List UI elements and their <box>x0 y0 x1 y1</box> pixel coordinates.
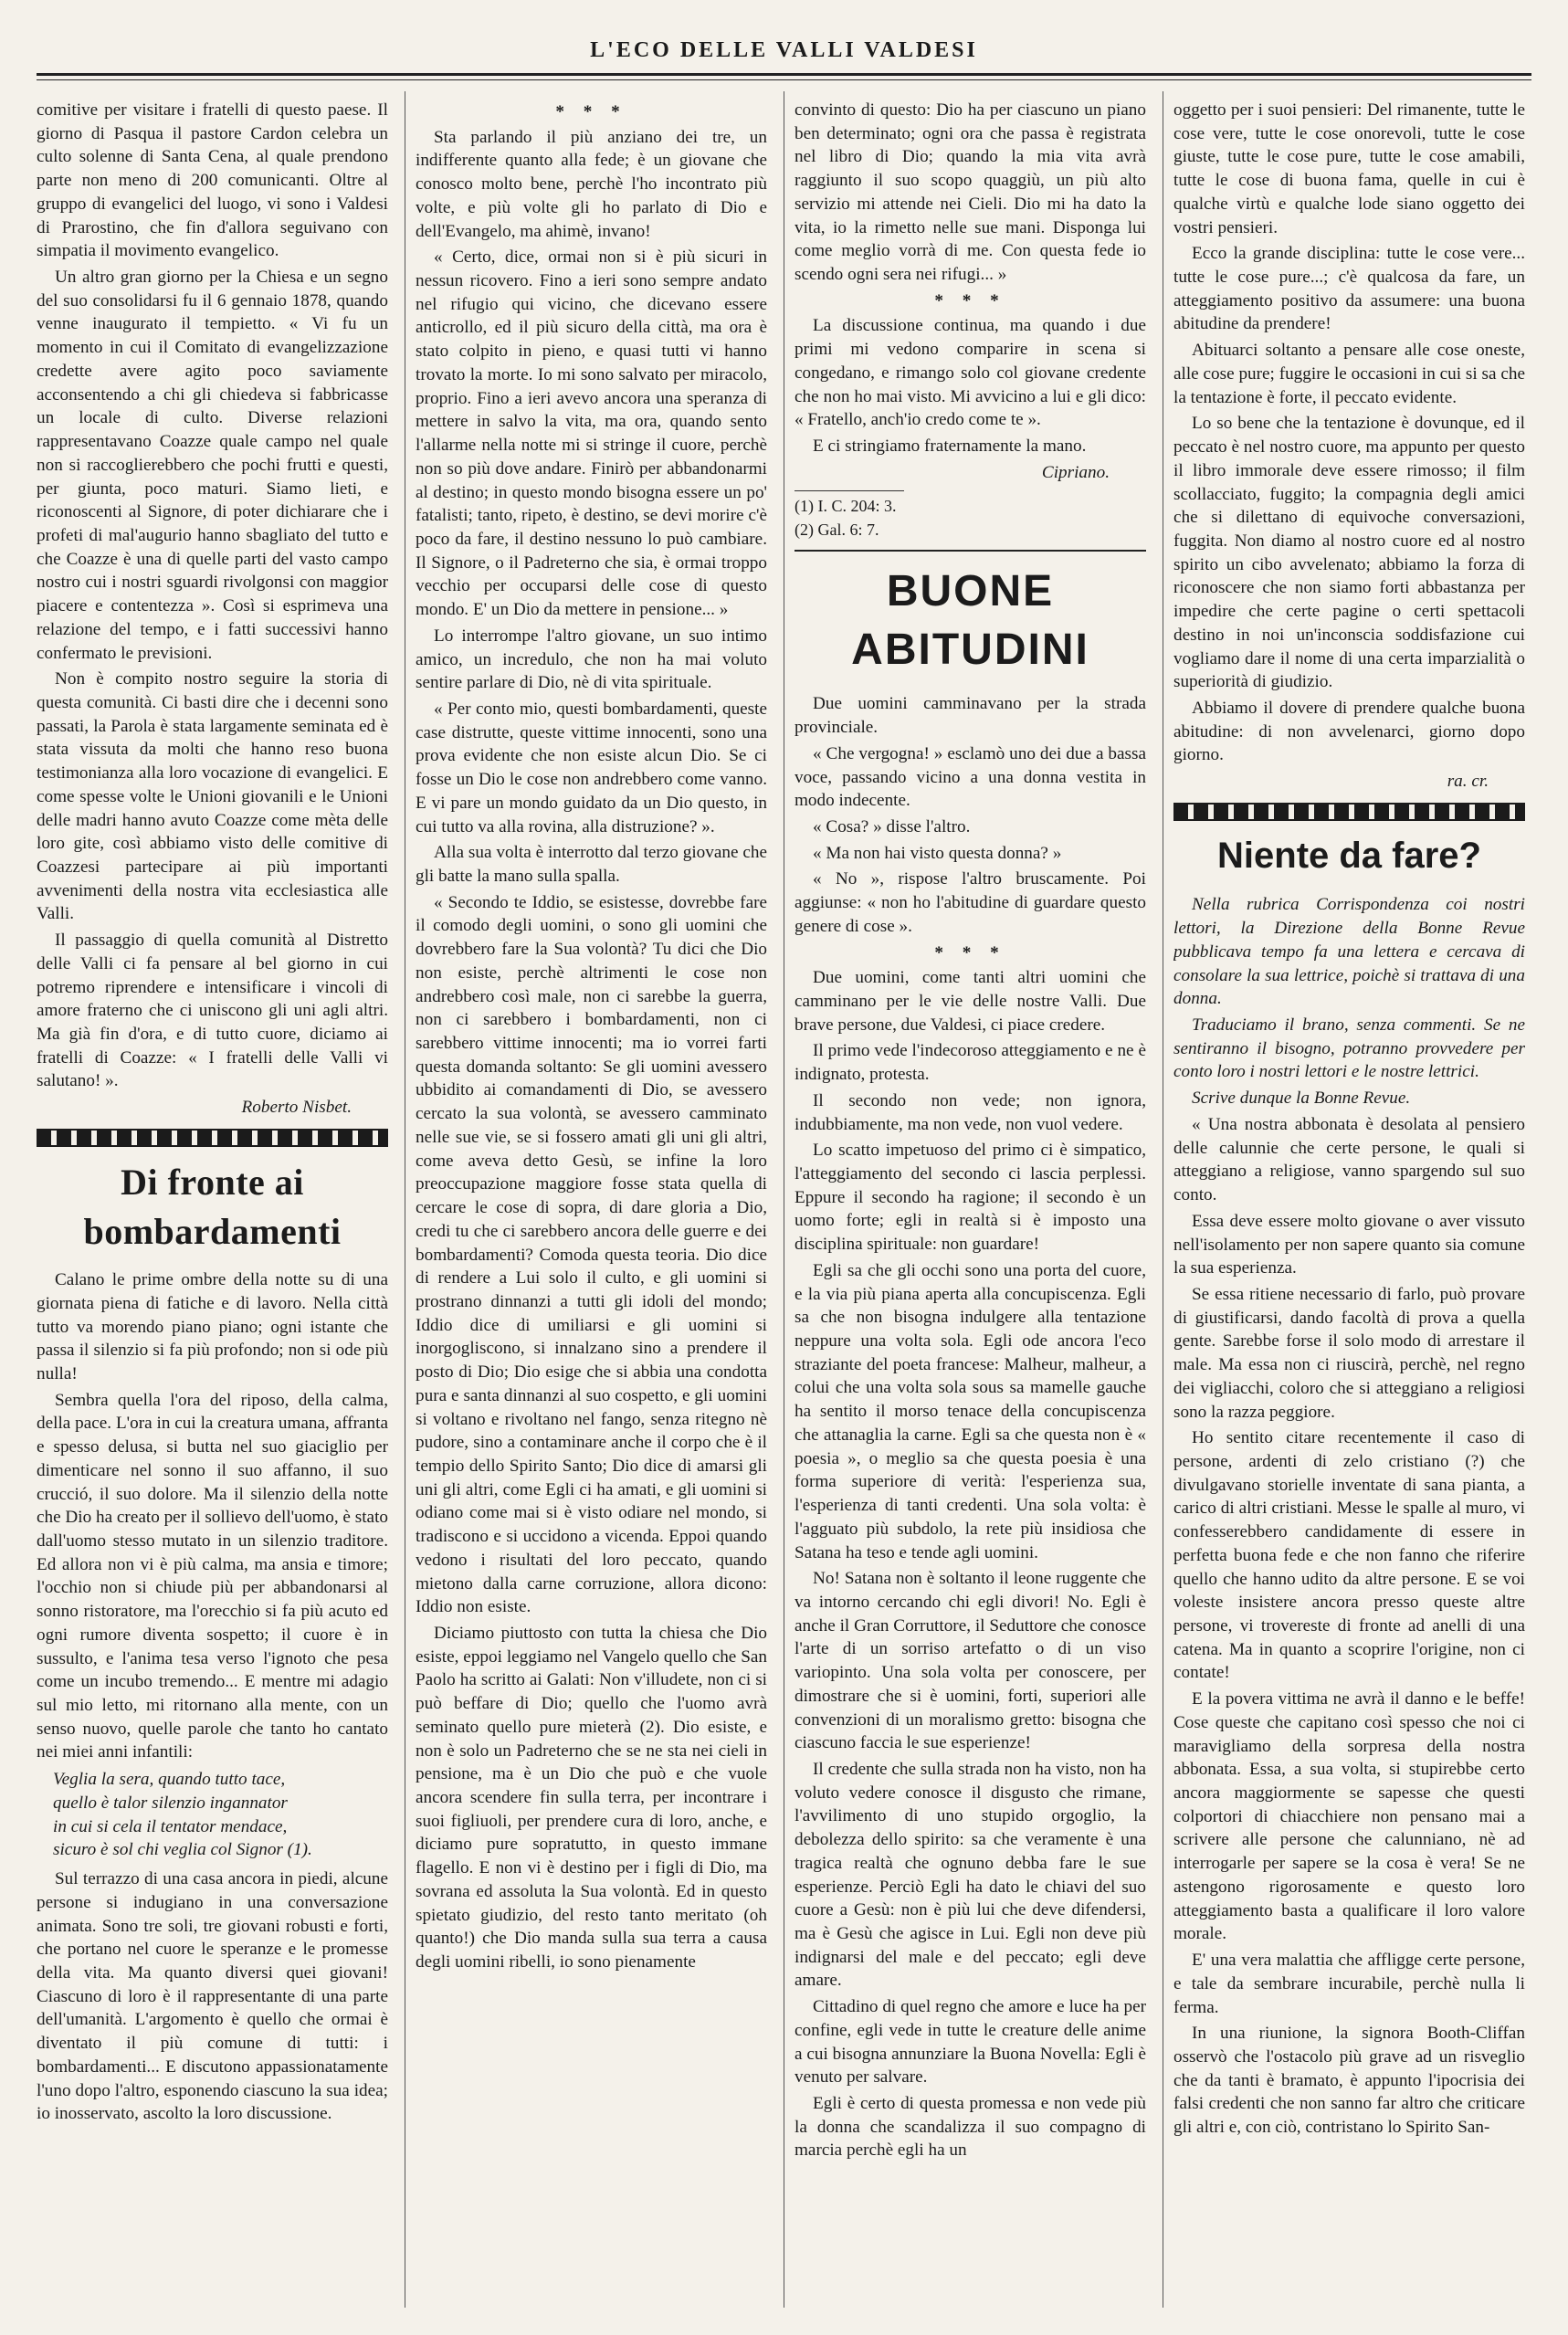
paragraph: comitive per visitare i fratelli di questo paese. Il giorno di Pasqua il pastore Cardon celebra un culto solenne di Santa Cena, al quale prendono parte non meno di 200 comunicanti. Oltre al gruppo di evangelici del luogo, vi sono i Valdesi di Prarostino, che fin d'allora seguivano con simpatia il movimento evangelico. <box>37 100 388 261</box>
masthead-title: L'ECO DELLE VALLI VALDESI <box>590 38 978 62</box>
paragraph: Il credente che sulla strada non ha visto, non ha voluto vedere conosce il disgusto che rimane, l'avvilimento di uno stupido orgoglio, la debolezza dello spirito: sa che veramente è una tragica realtà che ognuno debba fare le sue esperienze. Perciò Egli ha dato le chiavi del suo cuore a Gesù: non è più lui che deve difendersi, ma è Gesù che agisce in Lui. Egli non deve più indignarsi del male e del peccato; egli deve amare. <box>795 1759 1146 1991</box>
paragraph: Diciamo piuttosto con tutta la chiesa che Dio esiste, eppoi leggiamo nel Vangelo quello che San Paolo ha scritto ai Galati: Non v'illudete, non ci si può beffare di Dio; quello che l'uomo avrà seminato quello pure mieterà (2). Dio esiste, e non è solo un Padreterno che se ne sta nei cieli in pensione, ma è un Dio che può e che vuole ancora scendere fin sulla terra, per incontrare i suoi figliuoli, per prendere cura di loro, anche, e diciamo pure sopratutto, in questo immane flagello. E non vi è destino per i figli di Dio, ma sovrana ed assoluta la Sua volontà. Ed in questo spietato giudizio, del resto tanto meritato (oh quanto!) che Dio manda sulla sua terra a causa degli uomini ribelli, io sono pienamente <box>416 1624 767 1972</box>
paragraph: « Certo, dice, ormai non si è più sicuri in nessun ricovero. Fino a ieri sono sempre andato nel rifugio qui vicino, che dicevano essere anticrollo, ed il più sicuro della città, ma ora è stato colpito in pieno, e quasi tutti vi hanno trovato la morte. Io mi sono salvato per miracolo, proprio. Fino a ieri avevo ancora una speranza di mettere in salvo la vita, ma ora, quando sento l'allarme nella notte mi si stringe il cuore, perchè non so più dove andare. Finirò per abbandonarmi al destino; in questo mondo bisogna essere un po' fatalisti; tanto, ripeto, è destino, se devi morire c'è poco da fare, il destino nessuno lo può cambiare. Il Signore, o il Padreterno che sia, è ormai troppo vecchio per occuparsi delle cose di questo mondo. E' un Dio da mettere in pensione... » <box>416 247 767 620</box>
section-stars: * * * <box>555 102 627 121</box>
masthead <box>37 27 1531 76</box>
hymn-quote <box>53 1768 388 1862</box>
poem-line: in cui si cela il tentator mendace, <box>53 1816 288 1836</box>
footnote: (2) Gal. 6: 7. <box>795 520 879 539</box>
article-headline: Di fronte ai bombardamenti <box>83 1161 342 1252</box>
paragraph: « No », rispose l'altro bruscamente. Poi aggiunse: « non ho l'abitudine di guardare questo genere di cose ». <box>795 869 1146 936</box>
article-headline: BUONE ABITUDINI <box>851 566 1089 675</box>
paragraph: Sta parlando il più anziano dei tre, un indifferente quanto alla fede; è un giovane che conosco molto bene, perchè l'ho incontrato più volte, e più volte gli ho parlato di Dio e dell'Evangelo, ma ahimè, invano! <box>416 127 767 241</box>
paragraph: E la povera vittima ne avrà il danno e le beffe! Cose queste che capitano così spesso che noi ci maravigliamo della sorpresa della nostra abbonata. Essa, a sua volta, si stupirebbe certo ancora maggiormente se sapesse che questi colportori di chiacchiere non pensano mai a scrivere alle persone che calunniano, nè ad interrogarle per sapere se la cosa è vera! Se ne astengono rigorosamente e questo loro atteggiamento basta a qualificare il loro valore morale. <box>1173 1689 1525 1944</box>
paragraph: Se essa ritiene necessario di farlo, può provare di giustificarsi, dando facoltà di prova a quella gente. Sarebbe forse il solo modo di arrestare il male. Ma essa non ci riuscirà, perchè, nel regno dei vigliacchi, coloro che si atteggiano a religiosi sono la razza peggiore. <box>1173 1284 1525 1422</box>
paragraph: Il passaggio di quella comunità al Distretto delle Valli ci fa pensare al bel giorno in cui potremo riprendere e intensificare i vincoli di amore fraterno che ci uniscono gli uni agli altri. Ma già fin d'ora, e di tutto cuore, diciamo ai fratelli di Coazze: « I fratelli delle Valli vi salutano! ». <box>37 931 388 1091</box>
column-2 <box>416 99 767 2308</box>
paragraph: Alla sua volta è interrotto dal terzo giovane che gli batte la mano sulla spalla. <box>416 843 767 886</box>
column-3 <box>795 99 1146 2308</box>
paragraph: Abbiamo il dovere di prendere qualche buona abitudine: di non avvelenarci, giorno dopo giorno. <box>1173 698 1525 765</box>
ornamental-divider <box>1173 803 1525 821</box>
section-rule <box>795 550 1146 552</box>
masthead-rule <box>37 79 1531 80</box>
paragraph: Egli è certo di questa promessa e non vede più la donna che scandalizza il suo compagno di marcia perchè egli ha un <box>795 2094 1146 2161</box>
section-stars: * * * <box>934 942 1006 962</box>
paragraph: « Per conto mio, questi bombardamenti, queste case distrutte, queste vittime innocenti, sono una prova evidente che non esiste alcun Dio. Se ci fosse un Dio le cose non andrebbero come vanno. E vi pare un mondo guidato da un Dio questo, in cui tutto va alla rovina, alla distruzione? ». <box>416 699 767 836</box>
paragraph: E' una vera malattia che affligge certe persone, e tale da sembrare incurabile, perchè nulla li ferma. <box>1173 1951 1525 2017</box>
paragraph: Due uomini camminavano per la strada provinciale. <box>795 694 1146 738</box>
paragraph: In una riunione, la signora Booth-Cliffan osservò che l'ostacolo più grave ad un risveglio che da tanti è bramato, è appunto l'ipocrisia dei falsi credenti che non sanno far altro che criticare gli altri e, con ciò, contristano lo Spirito San- <box>1173 2024 1525 2138</box>
paragraph: No! Satana non è soltanto il leone ruggente che va intorno cercando chi egli divori! No. Egli è anche il Gran Corruttore, il Seduttore che conosce l'arte di un sorriso artefatto o di un viso variopinto. Una sola volta per conoscere, per dimostrare che si è uomini, forti, superiori alle convenzioni di un moralismo gretto: bisogna che ciascuno faccia le sue esperienze! <box>795 1569 1146 1753</box>
paragraph: « Secondo te Iddio, se esistesse, dovrebbe fare il comodo degli uomini, o sono gli uomini che dovrebbero fare la Sua volontà? Tu dici che Dio non esiste, perchè altrimenti le cose non andrebbero così male, non ci sarebbe la guerra, non ci sarebbero i bombardamenti, non ci sarebbero vittime innocenti; ma io vorrei farti questa domanda soltanto: Se gli uomini avessero ubbidito ai comandamenti di Dio, se avessero cercato la sua volontà, se avessero camminato nelle sue vie, se si fossero amati gli uni gli altri, come aveva detto Gesù, se infine la loro preoccupazione maggiore fosse stata quella di cercare le cose di sopra, di dare gloria a Dio, credi tu che ci sarebbero ancora delle guerre e dei bombardamenti? Comoda questa teoria. Dio dice di rendere a Lui solo il culto, e gli uomini si prostrano dinnanzi a tutti gli idoli del mondo; Iddio dice di umiliarsi e gli uomini si inorgogliscono, si innalzano sino a prendere il posto di Dio; Dio esige che si abbia una condotta pura e santa dinnanzi al suo cospetto, e gli uomini si voltano e rivoltano nel fango, senza ritegno nè pudore, sino a contaminare anche il corpo che è il tempio dello Spirito Santo; Dio dice di amarsi gli uni gli altri, come Egli ci ha amati, e gli uomini si odiano come mai si è visto odiare nel mondo, si tradiscono e si uccidono a vicenda. Eppoi quando vedono i risultati del loro peccato, quando mietono dalla carne corruzione, allora dicono: Iddio non esiste. <box>416 892 767 1617</box>
paragraph: convinto di questo: Dio ha per ciascuno un piano ben determinato; ogni ora che passa è registrata nel libro di Dio; quando la mia vita avrà raggiunto il suo scopo quaggiù, un più alto servizio mi attende nei Cieli. Dio mi ha dato la vita, io la rimetto nelle sue mani. Disponga lui come meglio vorrà di me. Con questa fede io scendo ogni sera nei rifugi... » <box>795 100 1146 285</box>
paragraph: Sul terrazzo di una casa ancora in piedi, alcune persone si indugiano in una conversazione animata. Sono tre soli, tre giovani robusti e forti, che portano nel cuore le speranze e le promesse della vita. Ma quanto diversi quei giovani! Ciascuno di loro è il rappresentante di una parte dell'umanità. L'argomento è quello che ormai è diventato il più comune di tutti: i bombardamenti... E discutono appassionatamente l'uno dopo l'altro, esponendo ciascuno la sua idea; io inosservato, ascolto la loro discussione. <box>37 1869 388 2124</box>
intro-paragraph: Nella rubrica Corrispondenza coi nostri lettori, la Direzione della Bonne Revue pubblicava tempo fa una lettera e cercava di consolare la sua lettrice, poichè si trattava di una donna. <box>1173 895 1525 1009</box>
article-signature: Cipriano. <box>1041 462 1110 482</box>
paragraph: Cittadino di quel regno che amore e luce ha per confine, egli vede in tutte le creature delle anime a cui bisogna annunziare la Buona Novella: Egli è venuto per salvare. <box>795 1997 1146 2088</box>
paragraph: Calano le prime ombre della notte su di una giornata piena di fatiche e di lavoro. Nella città tutto va morendo piano piano; ogni istante che passa il silenzio si fa più profondo; non si ode più nulla! <box>37 1270 388 1383</box>
paragraph: Sembra quella l'ora del riposo, della calma, della pace. L'ora in cui la creatura umana, affranta e spesso delusa, si butta nel suo giaciglio per dimenticare nel sonno il suo affanno, il suo crucció, il suo dolore. Ma il silenzio della notte che Dio ha creato per il sollievo dell'uomo, è stato dall'uomo stesso mutato in un silenzio traditore. Ed allora non vi è più calma, ma ansia e timore; l'occhio non si chiude più per abbandonarsi al sonno ristoratore, ma l'orecchio si fa più acuto ed ogni rumore diventa sospetto; il cuore è in sussulto, e l'anima tesa verso l'ignoto che pesa come un incubo tremendo... E mentre mi adagio sul mio letto, mi ritornano alla mente, con un senso nuovo, quelle parole che tanto ho cantato nei miei anni infantili: <box>37 1390 388 1762</box>
paragraph: « Che vergogna! » esclamò uno dei due a bassa voce, passando vicino a una donna vestita in modo indecente. <box>795 743 1146 811</box>
paragraph: « Una nostra abbonata è desolata al pensiero delle calunnie che certe persone, le quali si atteggiano a religiose, vanno spargendo sul suo conto. <box>1173 1114 1525 1205</box>
paragraph: E ci stringiamo fraternamente la mano. <box>813 436 1087 457</box>
footnote: (1) I. C. 204: 3. <box>795 496 897 515</box>
paragraph: Non è compito nostro seguire la storia di questa comunità. Ci basti dire che i decenni sono passati, la Parola è stata largamente seminata ed è stata vissuta da molti che hanno reso buona testimonianza alla loro vocazione di evangelici. E come spesse volte le Unioni giovanili e le Unioni delle madri hanno avuto Coazze come mèta delle loro gite, così abbiamo visto delle comitive di Coazzesi partecipare ai più importanti avvenimenti della nostra vita ecclesiastica alle Valli. <box>37 669 388 924</box>
article-signature: Roberto Nisbet. <box>241 1098 352 1118</box>
intro-paragraph: Traduciamo il brano, senza commenti. Se ne sentiranno il bisogno, potranno provvedere per conto loro i nostri lettori e le nostre lettrici. <box>1173 1015 1525 1082</box>
paragraph: Lo scatto impetuoso del primo ci è simpatico, l'atteggiamento del secondo ci lascia perplessi. Eppure il secondo ha ragione; il secondo è un uomo forte; egli in realtà si è imposto una disciplina spirituale: non guardare! <box>795 1141 1146 1255</box>
column-1 <box>37 99 388 2308</box>
poem-line: quello è talor silenzio ingannator <box>53 1793 288 1813</box>
paragraph: Un altro gran giorno per la Chiesa e un segno del suo consolidarsi fu il 6 gennaio 1878, quando venne inaugurato il tempietto. « Vi fu un momento in cui il Comitato di evangelizzazione credette avere agito poco saviamente acconsentendo a chi gli chiedeva si fabbricasse un locale di culto. Diverse relazioni rappresentavano Coazze quale campo nel quale non si raccoglierebbero che pochi frutti e questi, per giunta, poco maturi. Siamo lieti, e riconoscenti al Signore, di poter dichiarare che i profeti di mal'augurio hanno sbagliato del tutto e che Coazze è una di quelle parti del vasto campo nostro cui i nostri sguardi rivolgonsi con maggior piacere e contentezza ». Così si esprimeva una relazione del tempo, e i fatti successivi hanno confermato le previsioni. <box>37 268 388 663</box>
section-stars: * * * <box>934 290 1006 310</box>
poem-line: sicuro è sol chi veglia col Signor (1). <box>53 1840 312 1860</box>
article-headline: Niente da fare? <box>1217 835 1481 876</box>
paragraph: Lo so bene che la tentazione è dovunque, ed il peccato è nel nostro cuore, ma appunto per questo il libro immorale deve essere rimosso; il film scollacciato, fuggito; la compagnia degli amici che si dilettano di equivoche conversazioni, fuggita. Non diamo al nostro cuore ed al nostro spirito un cibo avvelenato; abbiamo la forza di riconoscere che non siamo forti abbastanza per impedire che certe pagine o certi spettacoli destino in noi un'inconscia soddisfazione cui vogliamo dare il nome di una certa imparzialità o superiorità di giudizio. <box>1173 414 1525 692</box>
paragraph: Lo interrompe l'altro giovane, un suo intimo amico, un incredulo, che non ha mai voluto sentire parlare di Dio, nè di vita spirituale. <box>416 626 767 693</box>
paragraph: « Ma non hai visto questa donna? » <box>813 843 1062 863</box>
footnote-rule <box>795 490 904 491</box>
paragraph: Il primo vede l'indecoroso atteggiamento e ne è indignato, protesta. <box>795 1041 1146 1085</box>
column-4 <box>1173 99 1525 2308</box>
paragraph: Ecco la grande disciplina: tutte le cose vere... tutte le cose pure...; c'è qualcosa da fare, un atteggiamento positivo da assumere: una buona abitudine da prendere! <box>1173 244 1525 334</box>
article-signature: ra. cr. <box>1447 772 1489 792</box>
paragraph: « Cosa? » disse l'altro. <box>813 816 971 836</box>
intro-paragraph: Scrive dunque la Bonne Revue. <box>1192 1089 1411 1109</box>
poem-line: Veglia la sera, quando tutto tace, <box>53 1770 286 1790</box>
ornamental-divider <box>37 1129 388 1147</box>
paragraph: La discussione continua, ma quando i due primi mi vedono comparire in scena si congedano, e rimango solo col giovane credente che non ho mai visto. Mi avvicino a lui e gli dico: « Fratello, anch'io credo come te ». <box>795 316 1146 430</box>
paragraph: Ho sentito citare recentemente il caso di persone, ardenti di zelo cristiano (?) che divulgavano storielle inventate di sana pianta, a carico di altri cristiani. Messe le spalle al muro, vi confesserebbero candidamente di essere in perfetta buona fede e che non fanno che riferire quello che hanno udito da altre persone. E se voi voleste insistere ancora presso queste altre persone, vi trovereste di fronte ad anelli di una catena. Ma in quanto a scoprire l'origine, non ci contate! <box>1173 1428 1525 1683</box>
paragraph: Due uomini, come tanti altri uomini che camminano per le vie delle nostre Valli. Due brave persone, due Valdesi, ci piace credere. <box>795 968 1146 1035</box>
paragraph: oggetto per i suoi pensieri: Del rimanente, tutte le cose vere, tutte le cose onorevoli, tutte le cose giuste, tutte le cose pure, tutte le cose amabili, tutte le cose di buona fama, quelle in cui è qualche virtù e qualche lode siano oggetto dei vostri pensieri. <box>1173 100 1525 237</box>
paragraph: Il secondo non vede; non ignora, indubbiamente, ma non vede, non vuol vedere. <box>795 1090 1146 1134</box>
paragraph: Egli sa che gli occhi sono una porta del cuore, e la via più piana aperta alla concupiscenza. Egli sa che non bisogna indulgere alla tentazione neppure una volta sola. Egli ode ancora l'eco straziante del poeta francese: Malheur, malheur, a colui che una volta sola sous sa mamelle gauche ha sentito il morso tenace della concupiscenza che attanaglia la carne. Egli sa che questa non è « poesia », o meglio sa che questa poesia è una forma superiore di verità: l'esperienza sua, l'esperienza di tanti credenti. Una sola volta: è l'agguato più subdolo, la rete più insidiosa che Satana ha teso e tende agli uomini. <box>795 1260 1146 1562</box>
paragraph: Essa deve essere molto giovane o aver vissuto nell'isolamento per non sapere quanto sia comune la sua esperienza. <box>1173 1211 1525 1278</box>
paragraph: Abituarci soltanto a pensare alle cose oneste, alle cose pure; fuggire le occasioni in cui si sa che la tentazione è forte, il peccato evidente. <box>1173 341 1525 407</box>
